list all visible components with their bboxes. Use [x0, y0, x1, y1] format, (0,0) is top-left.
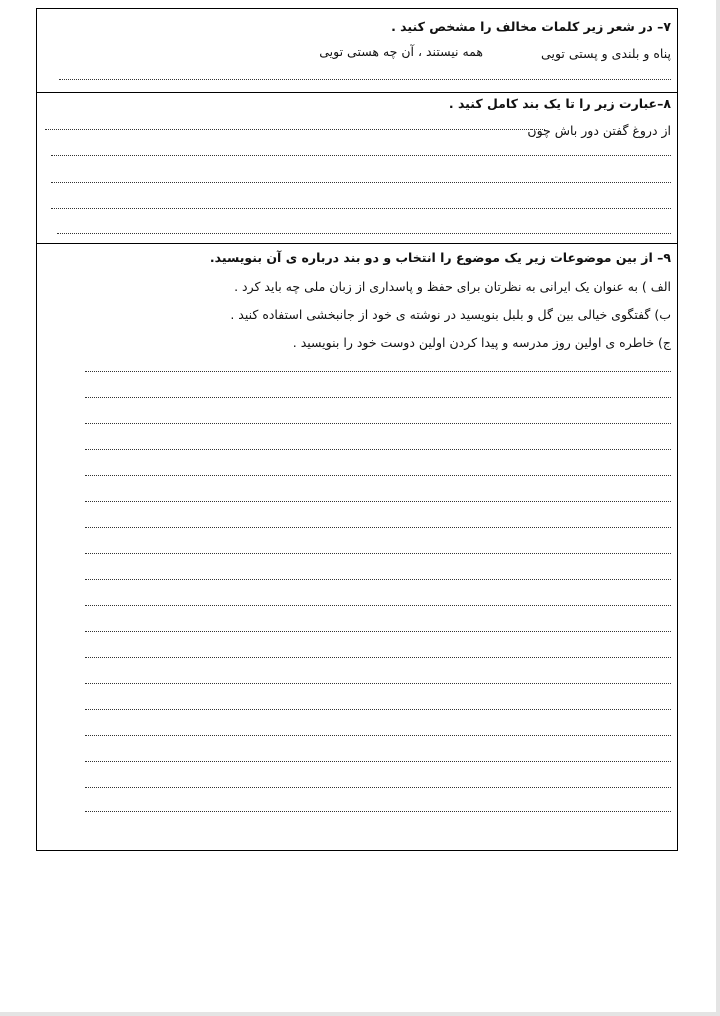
- q9-answer-line[interactable]: [85, 579, 671, 580]
- q9-topic-b: ب) گفتگوی خیالی بین گل و بلبل بنویسید در نوشته ی خود از جانبخشی استفاده کنید .: [230, 307, 671, 322]
- q9-answer-line[interactable]: [85, 709, 671, 710]
- q9-answer-line[interactable]: [85, 501, 671, 502]
- page-edge-right: [716, 0, 720, 1016]
- q8-answer-line[interactable]: [45, 129, 545, 130]
- q9-answer-line[interactable]: [85, 475, 671, 476]
- q8-prompt: از دروغ گفتن دور باش چون: [527, 123, 671, 138]
- q8-title: ۸–عبارت زیر را تا یک بند کامل کنید .: [448, 96, 671, 111]
- q9-answer-line[interactable]: [85, 683, 671, 684]
- q9-answer-line[interactable]: [85, 449, 671, 450]
- q7-verse-line-2: همه نیستند ، آن چه هستی تویی: [319, 44, 483, 59]
- q9-answer-line[interactable]: [85, 787, 671, 788]
- q9-answer-line[interactable]: [85, 527, 671, 528]
- q9-title: ۹– از بین موضوعات زیر یک موضوع را انتخاب و دو بند درباره ی آن بنویسید.: [209, 250, 671, 265]
- section-divider: [37, 243, 677, 244]
- q9-answer-line[interactable]: [85, 371, 671, 372]
- worksheet-frame: [36, 8, 678, 851]
- q9-topic-c: ج) خاطره ی اولین روز مدرسه و پیدا کردن اولین دوست خود را بنویسید .: [292, 335, 671, 350]
- q9-answer-line[interactable]: [85, 657, 671, 658]
- section-divider: [37, 92, 677, 93]
- q8-answer-line[interactable]: [51, 155, 671, 156]
- q8-answer-line[interactable]: [57, 233, 671, 234]
- page-edge-bottom: [0, 1012, 720, 1016]
- q7-answer-line[interactable]: [59, 79, 671, 80]
- q7-verse-line-1: پناه و بلندی و پستی تویی: [541, 46, 671, 61]
- q9-answer-line[interactable]: [85, 605, 671, 606]
- q9-answer-line[interactable]: [85, 761, 671, 762]
- q9-answer-line[interactable]: [85, 735, 671, 736]
- q9-answer-line[interactable]: [85, 631, 671, 632]
- q8-answer-line[interactable]: [51, 182, 671, 183]
- q9-answer-line[interactable]: [85, 397, 671, 398]
- q7-title: ۷– در شعر زیر کلمات مخالف را مشخص کنید .: [391, 19, 671, 34]
- q9-answer-line[interactable]: [85, 423, 671, 424]
- q8-answer-line[interactable]: [51, 208, 671, 209]
- q9-answer-line[interactable]: [85, 553, 671, 554]
- q9-topic-a: الف ) به عنوان یک ایرانی به نظرتان برای حفظ و پاسداری از زبان ملی چه باید کرد .: [234, 279, 671, 294]
- q9-answer-line[interactable]: [85, 811, 671, 812]
